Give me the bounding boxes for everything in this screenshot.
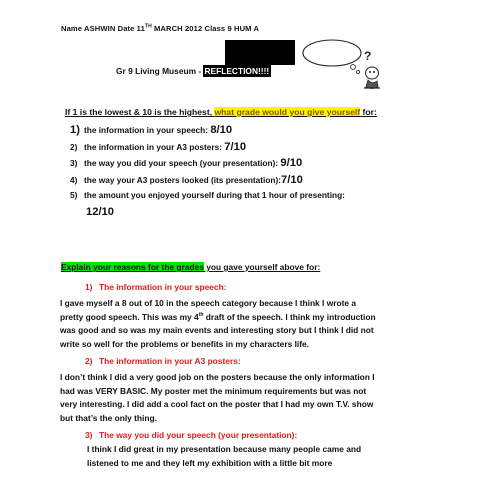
rating-score: 7/10 bbox=[281, 174, 303, 186]
grade-question bbox=[65, 107, 377, 117]
rating-label: the way you did your speech (your presentation): bbox=[84, 158, 279, 168]
paragraph-line: but that’s the only thing. bbox=[60, 412, 157, 423]
name-date-suffix: MARCH 2012 Class 9 HUM A bbox=[151, 24, 260, 33]
question-mark-icon: ? bbox=[364, 49, 372, 63]
section-paragraph-speech bbox=[60, 297, 470, 351]
section-paragraph-presentation bbox=[87, 443, 467, 470]
reasons-suffix: you gave yourself above for: bbox=[203, 262, 321, 272]
paragraph-line: I gave myself a 8 out of 10 in the speech category because I think I wrote a bbox=[60, 298, 357, 308]
rating-number: 4) bbox=[70, 175, 78, 185]
section-title-text: The information in your speech: bbox=[99, 282, 227, 292]
paragraph-line: very interesting. I did add a cool fact on the poster that I had my own T.V. show bbox=[60, 399, 374, 410]
question-highlight: what grade would you give yourself bbox=[214, 107, 361, 117]
rating-item bbox=[70, 157, 302, 169]
section-number: 3) bbox=[85, 430, 93, 440]
paragraph-line: listened to me and they left my exhibition with a little bit more bbox=[87, 457, 333, 468]
thought-cloud-icon bbox=[303, 40, 361, 66]
paragraph-line-part: pretty good speech. This was my 4 bbox=[60, 311, 199, 322]
title-highlight: REFLECTION!!!! bbox=[204, 66, 270, 76]
question-prefix: If 1 is the lowest & 10 is the highest, bbox=[65, 107, 215, 117]
section-title-text: The information in your A3 posters: bbox=[99, 356, 241, 366]
section-number: 1) bbox=[85, 282, 93, 292]
rating-item bbox=[70, 124, 232, 136]
rating-item bbox=[70, 190, 345, 200]
paragraph-line-part: draft of the speech. I think my introduction bbox=[203, 311, 376, 322]
name-date-prefix: Name ASHWIN Date 11 bbox=[61, 24, 145, 33]
rating-number: 1) bbox=[70, 124, 80, 136]
name-date-class-line bbox=[61, 24, 259, 33]
paragraph-line: I think I did great in my presentation because many people came and bbox=[87, 444, 362, 454]
rating-score: 8/10 bbox=[210, 124, 233, 136]
rating-number: 2) bbox=[70, 142, 78, 152]
section-title-posters bbox=[85, 356, 241, 366]
rating-item bbox=[70, 141, 246, 153]
section-title-text: The way you did your speech (your presentation): bbox=[99, 430, 298, 440]
section-paragraph-posters bbox=[60, 371, 470, 425]
black-redaction-box bbox=[225, 40, 295, 65]
reasons-highlight: Explain your reasons for the grades bbox=[61, 262, 204, 272]
rating-label: the way your A3 posters looked (its presentation): bbox=[84, 175, 282, 185]
rating-label: the amount you enjoyed yourself during that 1 hour of presenting: bbox=[84, 190, 345, 200]
page-title bbox=[116, 66, 271, 76]
reasons-heading bbox=[61, 262, 320, 272]
rating-label: the information in your A3 posters: bbox=[84, 142, 222, 152]
title-prefix: Gr 9 Living Museum - bbox=[116, 66, 204, 76]
paragraph-line: write so well for the problems or benefits in my characters life. bbox=[60, 338, 309, 349]
rating-label: the information in your speech: bbox=[84, 125, 209, 135]
question-suffix: for: bbox=[360, 107, 377, 117]
rating-score: 12/10 bbox=[86, 206, 114, 218]
section-title-speech bbox=[85, 282, 227, 292]
paragraph-superscript: th bbox=[198, 311, 204, 318]
thinking-figure-icon bbox=[298, 36, 390, 92]
section-number: 2) bbox=[85, 356, 93, 366]
rating-score-wrapped bbox=[86, 206, 114, 218]
rating-number: 5) bbox=[70, 190, 78, 200]
paragraph-line: I don’t think I did a very good job on the posters because the only information I bbox=[60, 372, 375, 382]
rating-item bbox=[70, 174, 303, 186]
paragraph-line: was good and so was my main events and interesting story but I think I did not bbox=[60, 325, 374, 336]
paragraph-line bbox=[60, 311, 470, 325]
section-title-presentation bbox=[85, 430, 297, 440]
date-superscript: TH bbox=[144, 23, 152, 30]
rating-number: 3) bbox=[70, 158, 78, 168]
paragraph-line: had was VERY BASIC. My poster met the minimum requirements but was not bbox=[60, 385, 367, 396]
rating-score: 9/10 bbox=[280, 157, 303, 169]
rating-score: 7/10 bbox=[224, 141, 247, 153]
